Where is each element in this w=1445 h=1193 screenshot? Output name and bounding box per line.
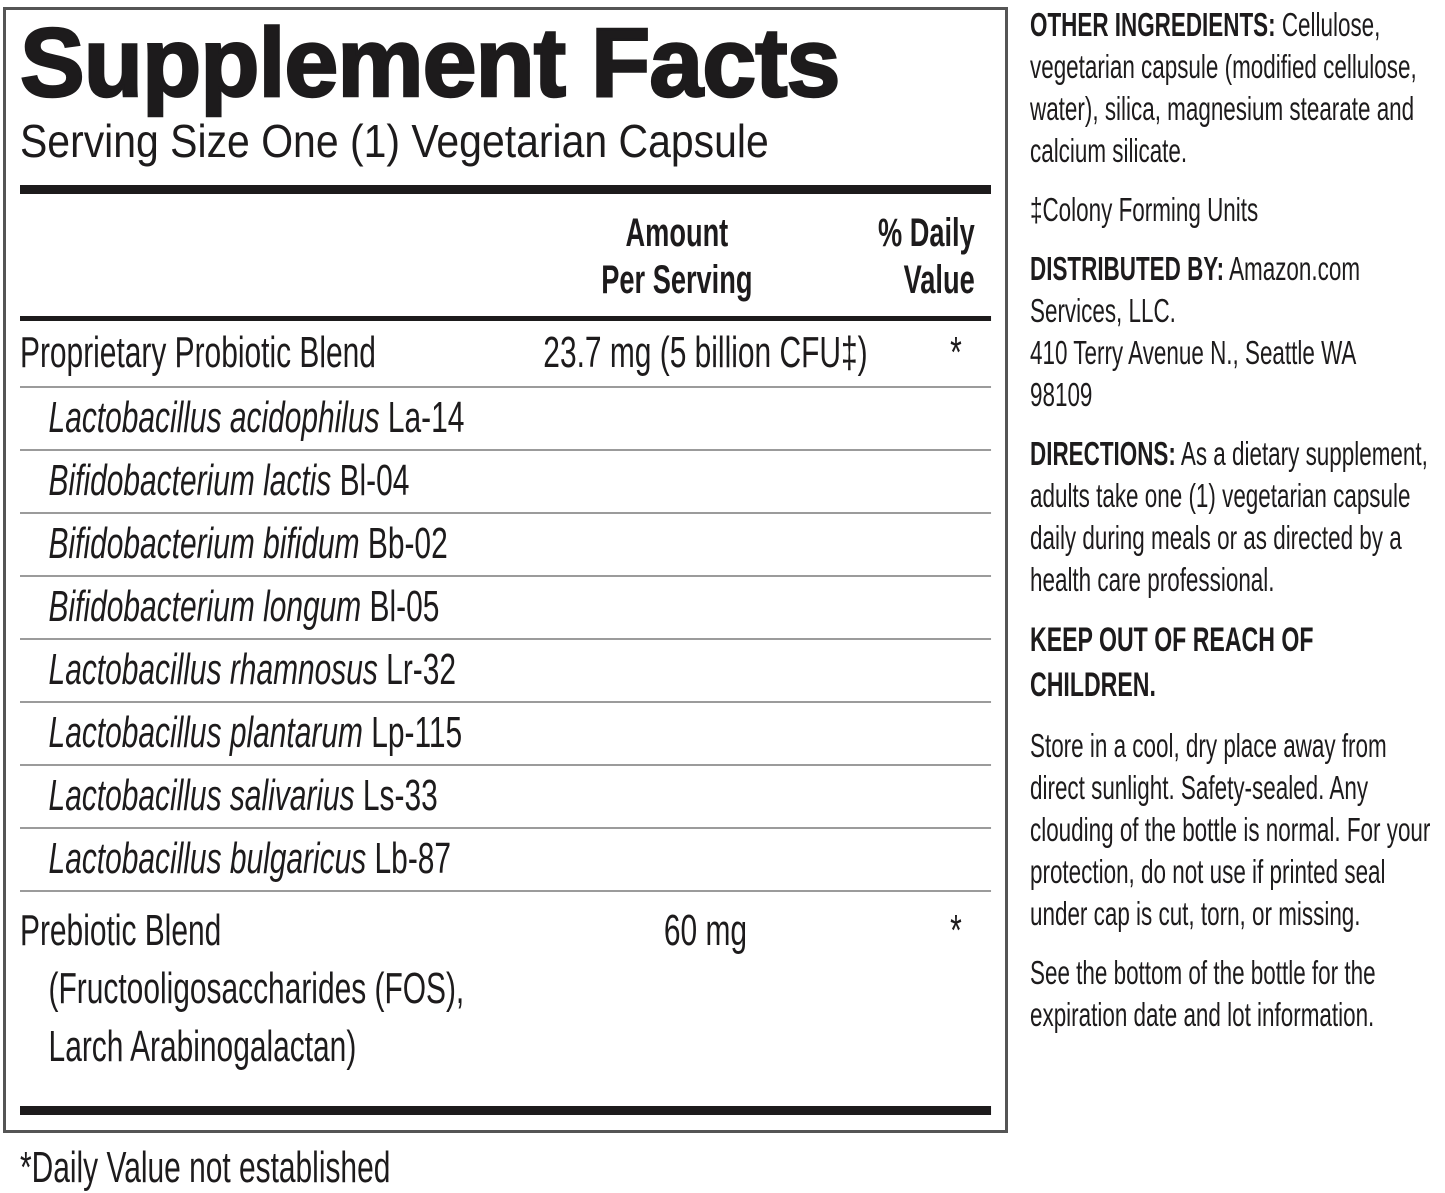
- species-name: Lactobacillus salivarius Ls-33: [48, 771, 438, 821]
- ingredient-amount: 60 mg: [663, 905, 748, 955]
- expiration-note: See the bottom of the bottle for the expiration date and lot information.: [1030, 954, 1376, 1033]
- daily-value-footnote: *Daily Value not established: [20, 1142, 391, 1192]
- serving-size: Serving Size One (1) Vegetarian Capsule: [20, 114, 769, 167]
- ingredient-name: Proprietary Probiotic Blend: [20, 328, 376, 378]
- table-row: [20, 829, 991, 892]
- strain-code: Lp-115: [371, 708, 463, 758]
- ingredient-name-block: Prebiotic Blend (Fructooligosaccharides (FOS), Larch Arabinogalactan): [20, 905, 465, 1071]
- keep-out-of-reach-warning: KEEP OUT OF REACH OF CHILDREN.: [1030, 621, 1314, 704]
- storage-instructions: Store in a cool, dry place away from direct sunlight. Safety-sealed. Any clouding of the bottle is normal. For your protection, do not use if printed seal under cap is cut, torn, or missing.: [1030, 727, 1431, 932]
- divider-thick-bottom: [20, 1106, 991, 1115]
- table-row: [20, 766, 991, 829]
- distributed-by-paragraph: DISTRIBUTED BY: Amazon.com Services, LLC. 410 Terry Avenue N., Seattle WA 98109: [1030, 248, 1435, 416]
- species-name: Lactobacillus bulgaricus Lb-87: [48, 834, 452, 884]
- species-name: Bifidobacterium bifidum Bb-02: [48, 519, 448, 569]
- table-row: [20, 451, 991, 514]
- species-name: Lactobacillus plantarum Lp-115: [48, 708, 463, 758]
- ingredient-amount: 23.7 mg (5 billion CFU‡): [543, 328, 868, 378]
- strain-code: Bl-04: [339, 456, 410, 506]
- divider-thick-top: [20, 185, 991, 194]
- label-text-column: [1030, 4, 1435, 1053]
- table-row: [20, 703, 991, 766]
- species-name: Lactobacillus acidophilus La-14: [48, 393, 465, 443]
- strain-code: Lr-32: [386, 645, 457, 695]
- panel-title: Supplement Facts: [20, 8, 840, 117]
- supplement-facts-panel: [3, 7, 1008, 1192]
- table-row: [20, 514, 991, 577]
- address-line: 410 Terry Avenue N., Seattle WA: [1030, 334, 1357, 371]
- directions-paragraph: DIRECTIONS: As a dietary supplement, adults take one (1) vegetarian capsule daily during meals or as directed by a health care professional.: [1030, 435, 1428, 598]
- strain-code: Bl-05: [369, 582, 440, 632]
- strain-code: La-14: [387, 393, 465, 443]
- column-header-amount: Amount Per Serving: [601, 210, 753, 302]
- table-row: [20, 577, 991, 640]
- address-line: 98109: [1030, 376, 1093, 413]
- species-name: Lactobacillus rhamnosus Lr-32: [48, 645, 457, 695]
- table-header-row: [20, 194, 991, 316]
- strain-code: Bb-02: [367, 519, 448, 569]
- cfu-note: ‡Colony Forming Units: [1030, 191, 1259, 228]
- table-row: [20, 640, 991, 703]
- facts-table: [20, 194, 991, 1193]
- directions-label: DIRECTIONS:: [1030, 435, 1176, 472]
- table-row: [20, 388, 991, 451]
- species-name: Bifidobacterium longum Bl-05: [48, 582, 440, 632]
- strain-code: Lb-87: [374, 834, 452, 884]
- ingredient-daily-value: *: [950, 905, 962, 955]
- ingredient-daily-value: *: [950, 328, 962, 378]
- other-ingredients-paragraph: OTHER INGREDIENTS: Cellulose, vegetarian capsule (modified cellulose, water), silica, magnesium stearate and calcium silicate.: [1030, 6, 1417, 169]
- species-name: Bifidobacterium lactis Bl-04: [48, 456, 410, 506]
- strain-code: Ls-33: [362, 771, 438, 821]
- other-ingredients-label: OTHER INGREDIENTS:: [1030, 6, 1276, 43]
- table-row: [20, 321, 991, 388]
- distributed-by-label: DISTRIBUTED BY:: [1030, 250, 1225, 287]
- table-row: [20, 892, 991, 1090]
- column-header-daily-value: % Daily Value: [877, 210, 975, 302]
